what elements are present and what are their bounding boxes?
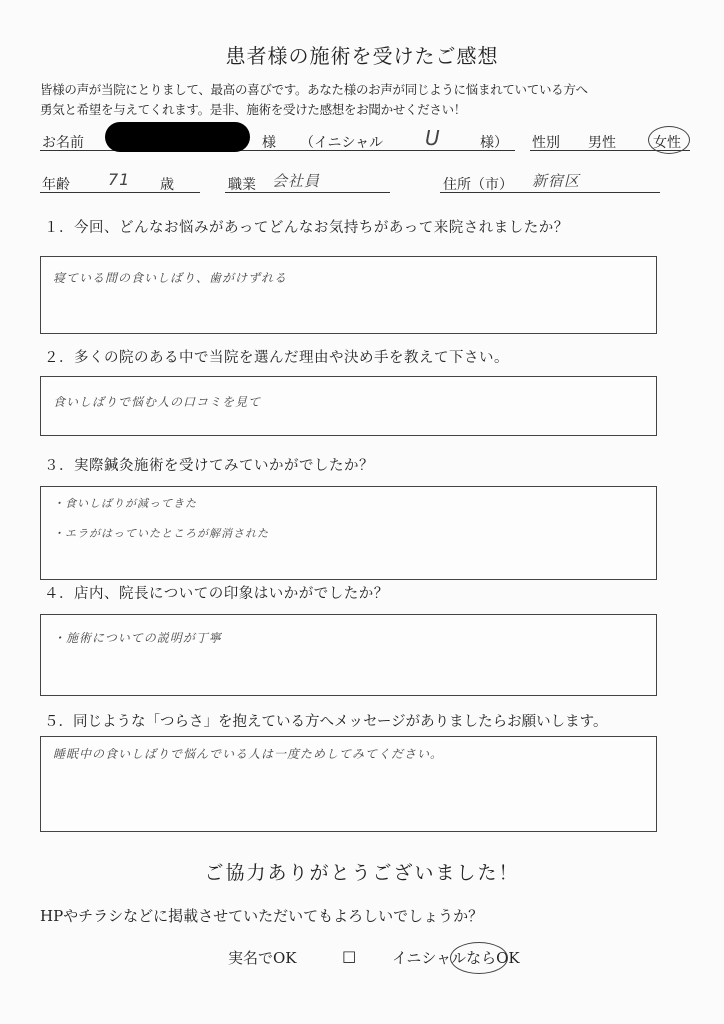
answer-box-2 <box>40 376 657 436</box>
answer-box-1 <box>40 256 657 334</box>
initial-value: U <box>425 126 441 150</box>
female-circle <box>648 126 690 154</box>
answer-2-text: 食いしばりで悩む人の口コミを見て <box>53 395 262 409</box>
male-option: 男性 <box>588 135 616 151</box>
age-unit: 歳 <box>160 177 174 193</box>
answer-5-text: 睡眠中の食いしばりで悩んでいる人は一度ためしてみてください。 <box>53 747 444 761</box>
initial-ok-circle <box>450 942 508 974</box>
question-3: ３．実際鍼灸施術を受けてみていかがでしたか？ <box>44 458 374 474</box>
job-value: 会社員 <box>272 172 321 190</box>
address-label: 住所（市） <box>443 177 513 193</box>
page-title: 患者様の施術を受けたご感想 <box>225 44 499 68</box>
job-label: 職業 <box>228 177 256 193</box>
address-value: 新宿区 <box>532 172 581 190</box>
answer-4-text: ・施術についての説明が丁寧 <box>53 631 222 645</box>
question-1: １．今回、どんなお悩みがあってどんなお気持ちがあって来院されましたか？ <box>44 220 569 236</box>
sama2-label: 様） <box>480 135 508 151</box>
consent-checkbox: □ <box>342 947 357 965</box>
intro-text <box>40 80 700 120</box>
answer-3-line-2: ・エラがはっていたところが解消された <box>53 527 269 540</box>
gender-label: 性別 <box>532 135 560 151</box>
intro-line-1: 皆様の声が当院にとりまして、最高の喜びです。あなた様のお声が同じように悩まれていている方へ <box>40 82 588 97</box>
thanks-message: ご協力ありがとうございました！ <box>204 862 520 884</box>
answer-box-4 <box>40 614 657 696</box>
age-value: 71 <box>108 170 131 189</box>
name-label: お名前 <box>42 135 84 151</box>
initial-label: （イニシャル <box>300 135 384 151</box>
real-name-ok-option: 実名でOK <box>228 949 297 967</box>
initial-ok-option: イニシャルならOK <box>392 949 520 967</box>
question-4: ４．店内、院長についての印象はいかがでしたか？ <box>44 586 389 602</box>
name-row-underline <box>40 150 515 151</box>
hp-question: HPやチラシなどに掲載させていただいてもよろしいでしょうか？ <box>40 907 484 925</box>
answer-3-line-1: ・食いしばりが減ってきた <box>53 497 197 510</box>
answer-box-5 <box>40 736 657 832</box>
female-option: 女性 <box>653 135 681 151</box>
age-label: 年齢 <box>42 177 70 193</box>
intro-line-2: 勇気と希望を与えてくれます。是非、施術を受けた感想をお聞かせください！ <box>40 102 467 117</box>
question-2: ２．多くの院のある中で当院を選んだ理由や決め手を教えて下さい。 <box>44 350 509 366</box>
question-5: ５．同じような「つらさ」を抱えている方へメッセージがありましたらお願いします。 <box>44 714 608 730</box>
answer-box-3 <box>40 486 657 580</box>
answer-1-text: 寝ている間の食いしばり、歯がけずれる <box>53 271 288 285</box>
sama-label: 様 <box>262 135 276 151</box>
redacted-name <box>105 122 250 152</box>
